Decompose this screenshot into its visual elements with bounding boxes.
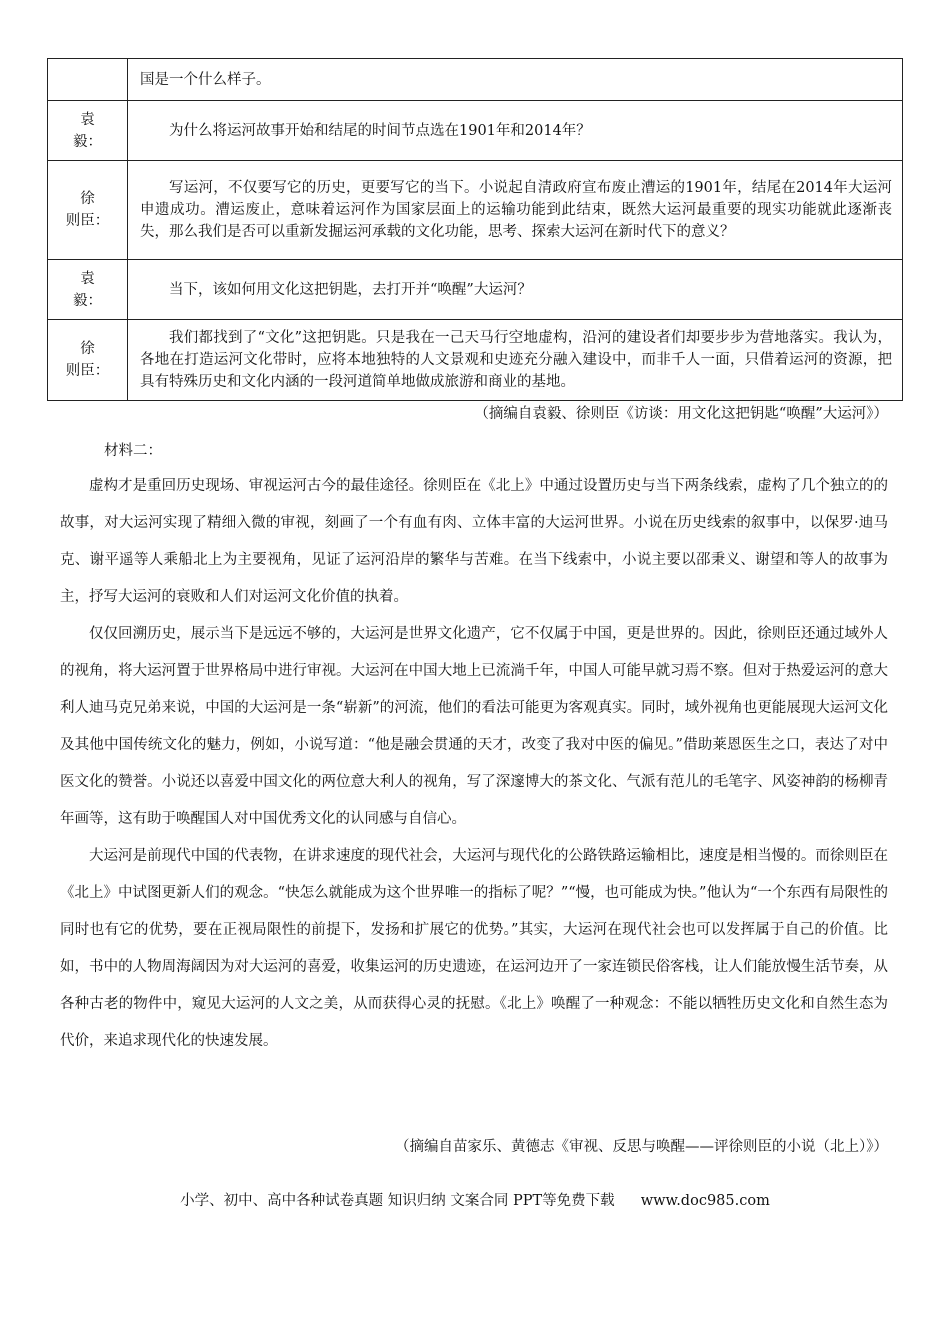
speaker-name: 徐 则臣： — [65, 341, 110, 379]
table-row — [48, 101, 903, 161]
paragraph: 虚构才是重回历史现场、审视运河古今的最佳途径。徐则臣在《北上》中通过设置历史与当下两条线索，虚构了几个独立的的故事，对大运河实现了精细入微的审视，刻画了一个有血有肉、立体丰富的大运河世界。小说在历史线索的叙事中，以保罗·迪马克、谢平遥等人乘船北上为主要视角，见证了运河沿岸的繁华与苦难。在当下线索中，小说主要以邵秉义、谢望和等人的故事为主，抒写大运河的衰败和人们对运河文化价值的执着。 — [60, 478, 888, 605]
speech-text: 我们都找到了“文化”这把钥匙。只是我在一己天马行空地虚构，沿河的建设者们却要步步为营地落实。我认为，各地在打造运河文化带时，应将本地独特的人文景观和史迹充分融入建设中，而非千人一面，只借着运河的资源，把具有特殊历史和文化内涵的一段河道简单地做成旅游和商业的基地。 — [140, 330, 892, 390]
speaker-name: 袁 毅： — [73, 270, 102, 309]
speaker-cell — [48, 59, 128, 101]
table-row — [48, 260, 903, 320]
speaker-name: 徐 则臣： — [65, 191, 110, 229]
speech-cell — [128, 260, 903, 320]
table-row — [48, 161, 903, 260]
speaker-cell — [48, 161, 128, 260]
speaker-cell — [48, 320, 128, 401]
speech-cell — [128, 320, 903, 401]
material-two-body — [60, 468, 888, 1060]
interview-table — [47, 58, 903, 401]
speech-text: 国是一个什么样子。 — [140, 71, 271, 88]
speech-cell — [128, 161, 903, 260]
page-footer — [0, 1190, 950, 1212]
paragraph: 大运河是前现代中国的代表物，在讲求速度的现代社会，大运河与现代化的公路铁路运输相比，速度是相当慢的。而徐则臣在《北上》中试图更新人们的观念。“快怎么就能成为这个世界唯一的指标了呢？”“慢，也可能成为快。”他认为“一个东西有局限性的同时也有它的优势，要在正视局限性的前提下，发扬和扩展它的优势。”其实，大运河在现代社会也可以发挥属于自己的价值。比如，书中的人物周海阔因为对大运河的喜爱，收集运河的历史遗迹，在运河边开了一家连锁民俗客栈，让人们能放慢生活节奏，从各种古老的物件中，窥见大运河的人文之美，从而获得心灵的抚慰。《北上》唤醒了一种观念：不能以牺牲历史文化和自然生态为代价，来追求现代化的快速发展。 — [60, 848, 888, 1049]
footer-text: 小学、初中、高中各种试卷真题 知识归纳 文案合同 PPT等免费下载 — [180, 1193, 615, 1209]
speech-cell — [128, 59, 903, 101]
paragraph: 仅仅回溯历史，展示当下是远远不够的，大运河是世界文化遗产，它不仅属于中国，更是世界的。因此，徐则臣还通过域外人的视角，将大运河置于世界格局中进行审视。大运河在中国大地上已流淌千年，中国人可能早就习焉不察。但对于热爱运河的意大利人迪马克兄弟来说，中国的大运河是一条“崭新”的河流，他们的看法可能更为客观真实。同时，域外视角也更能展现大运河文化及其他中国传统文化的魅力，例如，小说写道：“他是融会贯通的天才，改变了我对中医的偏见。”借助莱恩医生之口，表达了对中医文化的赞誉。小说还以喜爱中国文化的两位意大利人的视角，写了深邃博大的茶文化、气派有范儿的毛笔字、风姿神韵的杨柳青年画等，这有助于唤醒国人对中国优秀文化的认同感与自信心。 — [60, 626, 888, 827]
speaker-name: 袁 毅： — [73, 111, 102, 150]
speech-text: 当下，该如何用文化这把钥匙，去打开并“唤醒”大运河？ — [169, 281, 532, 298]
table-row — [48, 59, 903, 101]
interview-source: （摘编自袁毅、徐则臣《访谈：用文化这把钥匙“唤醒”大运河》） — [474, 406, 888, 422]
speaker-cell — [48, 101, 128, 161]
table-row — [48, 320, 903, 401]
material-two-label: 材料二： — [104, 443, 162, 459]
speaker-cell — [48, 260, 128, 320]
speech-text: 为什么将运河故事开始和结尾的时间节点选在1901年和2014年？ — [169, 122, 591, 139]
footer-site-link[interactable]: www.doc985.com — [640, 1193, 770, 1209]
material-two-source: （摘编自苗家乐、黄德志《审视、反思与唤醒——评徐则臣的小说（北上）》） — [395, 1139, 888, 1155]
speech-cell — [128, 101, 903, 161]
speech-text: 写运河，不仅要写它的历史，更要写它的当下。小说起自清政府宣布废止漕运的1901年，结尾在2014年大运河申遗成功。漕运废止，意味着运河作为国家层面上的运输功能到此结束，既然大运河最重要的现实功能就此逐渐丧失，那么我们是否可以重新发掘运河承载的文化功能，思考、探索大运河在新时代下的意义？ — [140, 180, 892, 240]
